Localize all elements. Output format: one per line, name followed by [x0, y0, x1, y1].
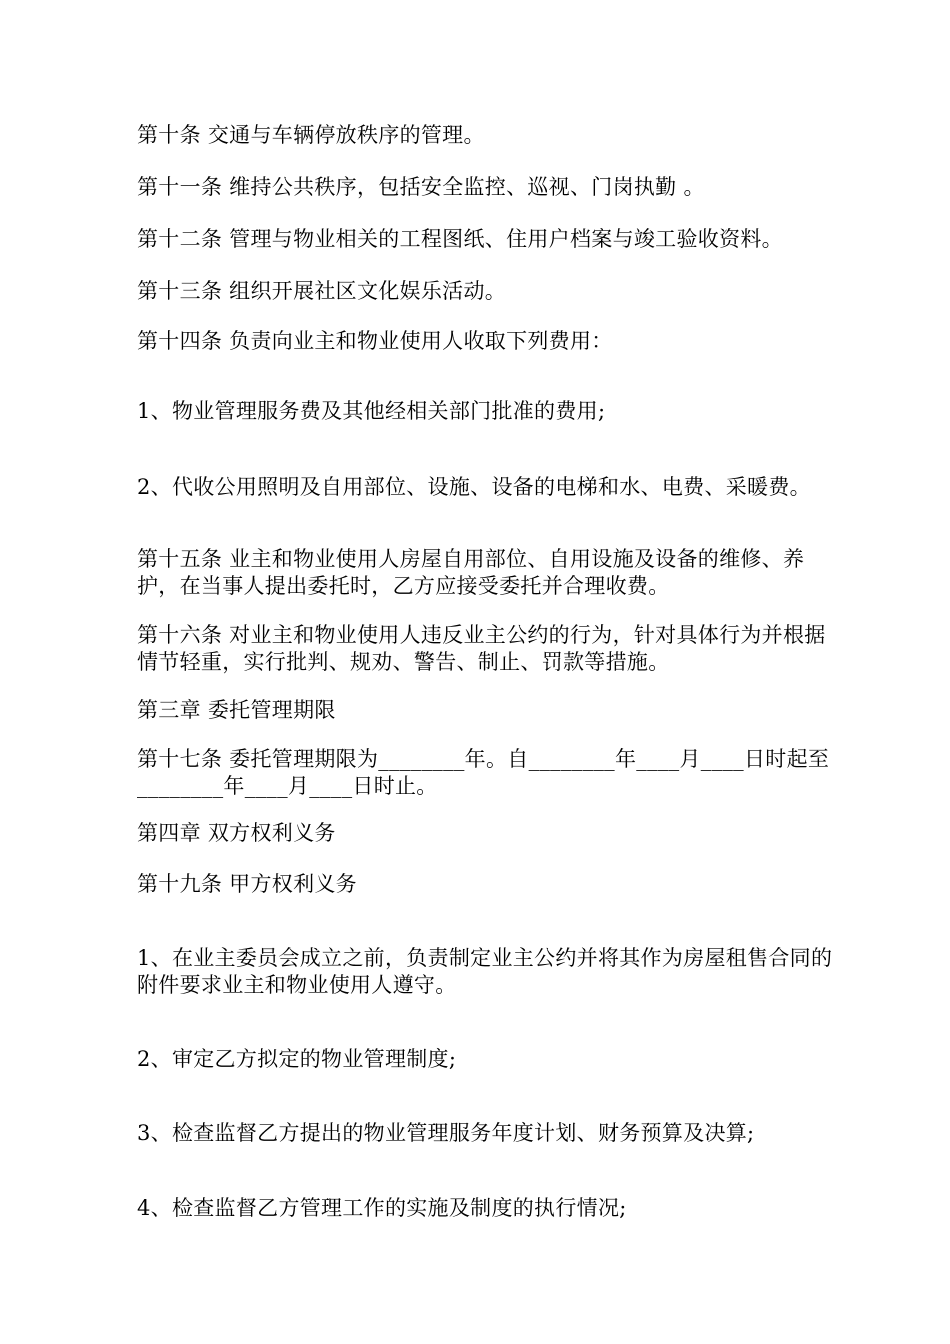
fee-item-1: 1、物业管理服务费及其他经相关部门批准的费用; — [137, 399, 606, 423]
article-10: 第十条 交通与车辆停放秩序的管理。 — [137, 123, 485, 147]
article-17: 第十七条 委托管理期限为________年。自________年____月____日时起至________年____月____日时止。 — [137, 747, 830, 798]
fee-item-2: 2、代收公用照明及自用部位、设施、设备的电梯和水、电费、采暖费。 — [137, 475, 811, 499]
party-a-item-1: 1、在业主委员会成立之前，负责制定业主公约并将其作为房屋租售合同的附件要求业主和物业使用人遵守。 — [137, 946, 833, 997]
article-11: 第十一条 维持公共秩序，包括安全监控、巡视、门岗执勤 。 — [137, 175, 705, 199]
article-14: 第十四条 负责向业主和物业使用人收取下列费用： — [137, 329, 613, 353]
chapter-3-heading: 第三章 委托管理期限 — [137, 698, 336, 722]
article-16: 第十六条 对业主和物业使用人违反业主公约的行为，针对具体行为并根据情节轻重，实行批判、规劝、警告、制止、罚款等措施。 — [137, 623, 826, 674]
article-13: 第十三条 组织开展社区文化娱乐活动。 — [137, 279, 507, 303]
party-a-item-2: 2、审定乙方拟定的物业管理制度; — [137, 1047, 457, 1071]
chapter-4-heading: 第四章 双方权利义务 — [137, 821, 336, 845]
article-19: 第十九条 甲方权利义务 — [137, 872, 357, 896]
article-12: 第十二条 管理与物业相关的工程图纸、住用户档案与竣工验收资料。 — [137, 227, 783, 251]
article-15: 第十五条 业主和物业使用人房屋自用部位、自用设施及设备的维修、养护，在当事人提出委托时，乙方应接受委托并合理收费。 — [137, 547, 805, 598]
party-a-item-3: 3、检查监督乙方提出的物业管理服务年度计划、财务预算及决算; — [137, 1121, 755, 1145]
party-a-item-4: 4、检查监督乙方管理工作的实施及制度的执行情况; — [137, 1196, 627, 1220]
